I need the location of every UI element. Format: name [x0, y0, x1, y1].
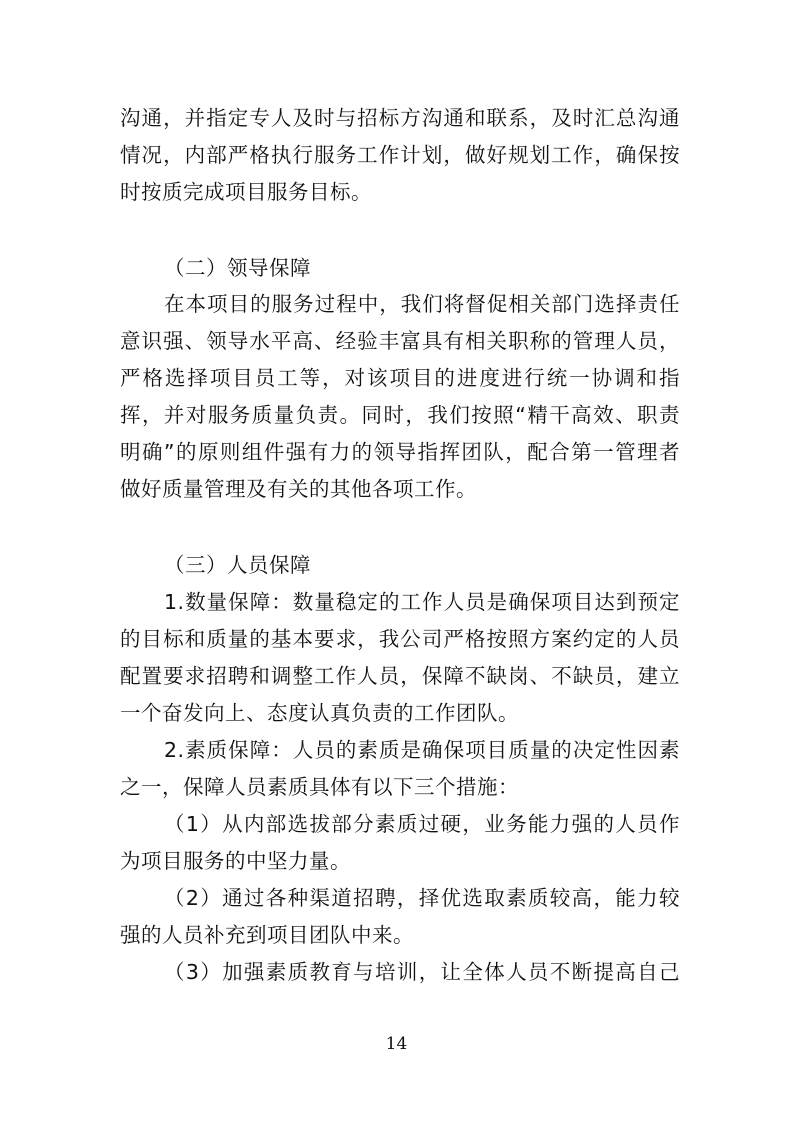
paragraph-line: 在本项目的服务过程中，我们将督促相关部门选择责任 — [164, 292, 680, 316]
paragraph-line: 沟通，并指定专人及时与招标方沟通和联系，及时汇总沟通 — [120, 106, 680, 130]
paragraph-line: 做好质量管理及有关的其他各项工作。 — [120, 477, 477, 501]
page-number: 14 — [385, 1034, 408, 1054]
paragraph-line: 情况，内部严格执行服务工作计划，做好规划工作，确保按 — [120, 143, 680, 167]
paragraph-line: 1.数量保障：数量稳定的工作人员是确保项目达到预定 — [164, 590, 680, 614]
list-item-line: 强的人员补充到项目团队中来。 — [120, 923, 414, 947]
list-item-line: （2）通过各种渠道招聘，择优选取素质较高，能力较 — [164, 886, 680, 910]
list-item-line: 为项目服务的中坚力量。 — [120, 849, 351, 873]
paragraph-line: 2.素质保障：人员的素质是确保项目质量的决定性因素 — [164, 738, 680, 762]
paragraph-line: 时按质完成项目服务目标。 — [120, 180, 372, 204]
paragraph-line: 之一，保障人员素质具体有以下三个措施： — [120, 775, 519, 799]
list-item-line: （3）加强素质教育与培训，让全体人员不断提高自己 — [164, 960, 680, 984]
paragraph-line: 明确”的原则组件强有力的领导指挥团队，配合第一管理者 — [120, 440, 680, 464]
section-heading-leadership: （二）领导保障 — [164, 256, 311, 280]
paragraph-line: 挥，并对服务质量负责。同时，我们按照“精干高效、职责 — [120, 403, 680, 427]
paragraph-line: 严格选择项目员工等，对该项目的进度进行统一协调和指 — [120, 366, 680, 390]
paragraph-line: 意识强、领导水平高、经验丰富具有相关职称的管理人员， — [120, 329, 680, 353]
paragraph-line: 一个奋发向上、态度认真负责的工作团队。 — [120, 701, 519, 725]
list-item-line: （1）从内部选拔部分素质过硬，业务能力强的人员作 — [164, 812, 680, 836]
paragraph-line: 配置要求招聘和调整工作人员，保障不缺岗、不缺员，建立 — [120, 664, 680, 688]
paragraph-line: 的目标和质量的基本要求，我公司严格按照方案约定的人员 — [120, 627, 680, 651]
section-heading-personnel: （三）人员保障 — [164, 553, 311, 577]
